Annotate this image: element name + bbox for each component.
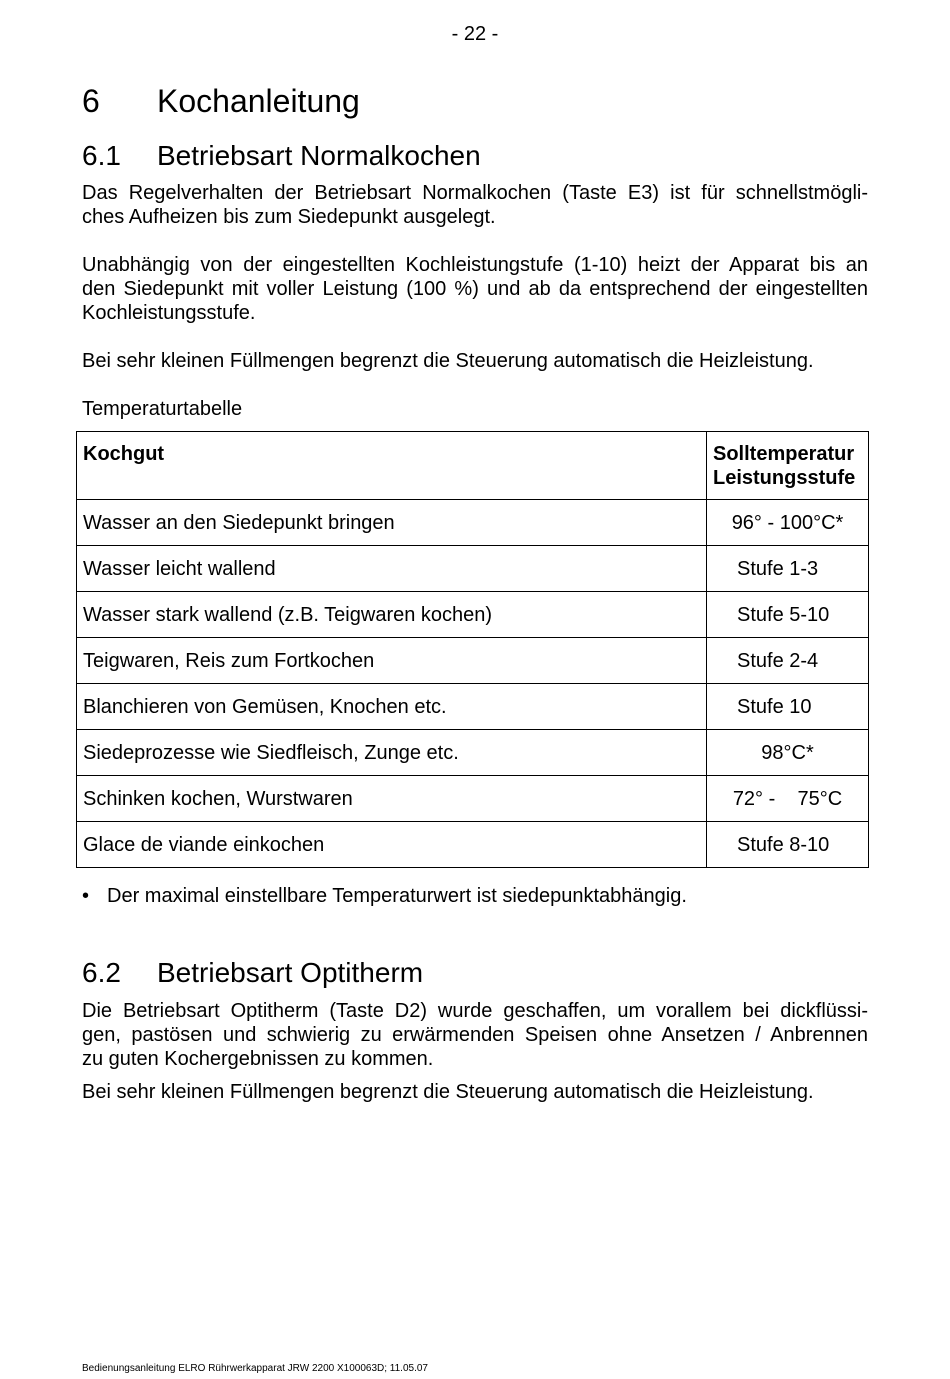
table-row [77,638,869,684]
table-header-row [77,432,869,500]
cell-kochgut: Wasser leicht wallend [77,546,707,592]
page-footer: Bedienungsanleitung ELRO Rührwerkapparat JRW 2200 X100063D; 11.05.07 [82,1363,428,1374]
page-number: - 22 - [451,23,499,45]
table-row [77,730,869,776]
paragraph-line: zu guten Kochergebnissen zu kommen. [82,1048,434,1070]
table-row [77,684,869,730]
cell-kochgut: Wasser stark wallend (z.B. Teigwaren kochen) [77,592,707,638]
cell-wert: 98°C* [707,730,869,776]
temperature-table [76,431,869,868]
cell-kochgut: Teigwaren, Reis zum Fortkochen [77,638,707,684]
paragraph-fuellmengen [82,349,868,373]
bullet-icon: • [82,885,90,907]
section-number: 6.1 [82,140,121,171]
table-caption: Temperaturtabelle [82,398,243,420]
paragraph-fuellmengen-2 [82,1080,868,1104]
header-kochgut: Kochgut [77,432,707,500]
bullet-text: Der maximal einstellbare Temperaturwert ist siedepunktabhängig. [107,885,687,907]
cell-wert: Stufe 5-10 [707,592,869,638]
paragraph-line: Bei sehr kleinen Füllmengen begrenzt die Steuerung automatisch die Heizleistung. [82,1081,814,1103]
cell-kochgut: Wasser an den Siedepunkt bringen [77,500,707,546]
paragraph-optitherm [82,999,868,1071]
paragraph-line: Die Betriebsart Optitherm (Taste D2) wurde geschaffen, um vorallem bei dickflüssi- [82,1000,868,1022]
section-heading-6-1 [82,139,481,173]
cell-kochgut: Glace de viande einkochen [77,822,707,868]
paragraph-line: gen, pastösen und schwierig zu erwärmenden Speisen ohne Ansetzen / Anbrennen [82,1024,868,1046]
cell-kochgut: Siedeprozesse wie Siedfleisch, Zunge etc. [77,730,707,776]
cell-wert: Stufe 8-10 [707,822,869,868]
section-title: Betriebsart Optitherm [157,957,424,988]
cell-wert: Stufe 2-4 [707,638,869,684]
cell-kochgut: Schinken kochen, Wurstwaren [77,776,707,822]
table-row [77,592,869,638]
section-heading-6-2 [82,956,423,990]
paragraph-line: Bei sehr kleinen Füllmengen begrenzt die Steuerung automatisch die Heizleistung. [82,350,814,372]
cell-wert: Stufe 1-3 [707,546,869,592]
section-number: 6.2 [82,957,121,988]
chapter-title: Kochanleitung [157,83,360,119]
header-line-solltemperatur: Solltemperatur [713,443,855,465]
cell-wert: 96° - 100°C* [707,500,869,546]
paragraph-line: Unabhängig von der eingestellten Kochleistungstufe (1-10) heizt der Apparat bis an [82,254,868,276]
table-row [77,776,869,822]
paragraph-unabhaengig [82,253,868,325]
chapter-heading [82,82,360,120]
paragraph-line: Das Regelverhalten der Betriebsart Normalkochen (Taste E3) ist für schnellstmögli- [82,182,868,204]
paragraph-line: den Siedepunkt mit voller Leistung (100 %) und ab da entsprechend der eingestellten [82,278,868,300]
cell-wert: 72° - 75°C [707,776,869,822]
table-row [77,822,869,868]
paragraph-line: Kochleistungsstufe. [82,302,256,324]
cell-kochgut: Blanchieren von Gemüsen, Knochen etc. [77,684,707,730]
paragraph-line: ches Aufheizen bis zum Siedepunkt ausgelegt. [82,206,496,228]
cell-wert: Stufe 10 [707,684,869,730]
chapter-number: 6 [82,83,100,119]
table-row [77,500,869,546]
bullet-note [82,884,687,908]
header-line-leistungsstufe: Leistungsstufe [713,467,856,489]
table-row [77,546,869,592]
section-title: Betriebsart Normalkochen [157,140,481,171]
paragraph-regelverhalten [82,181,868,229]
header-solltemperatur [707,432,869,500]
